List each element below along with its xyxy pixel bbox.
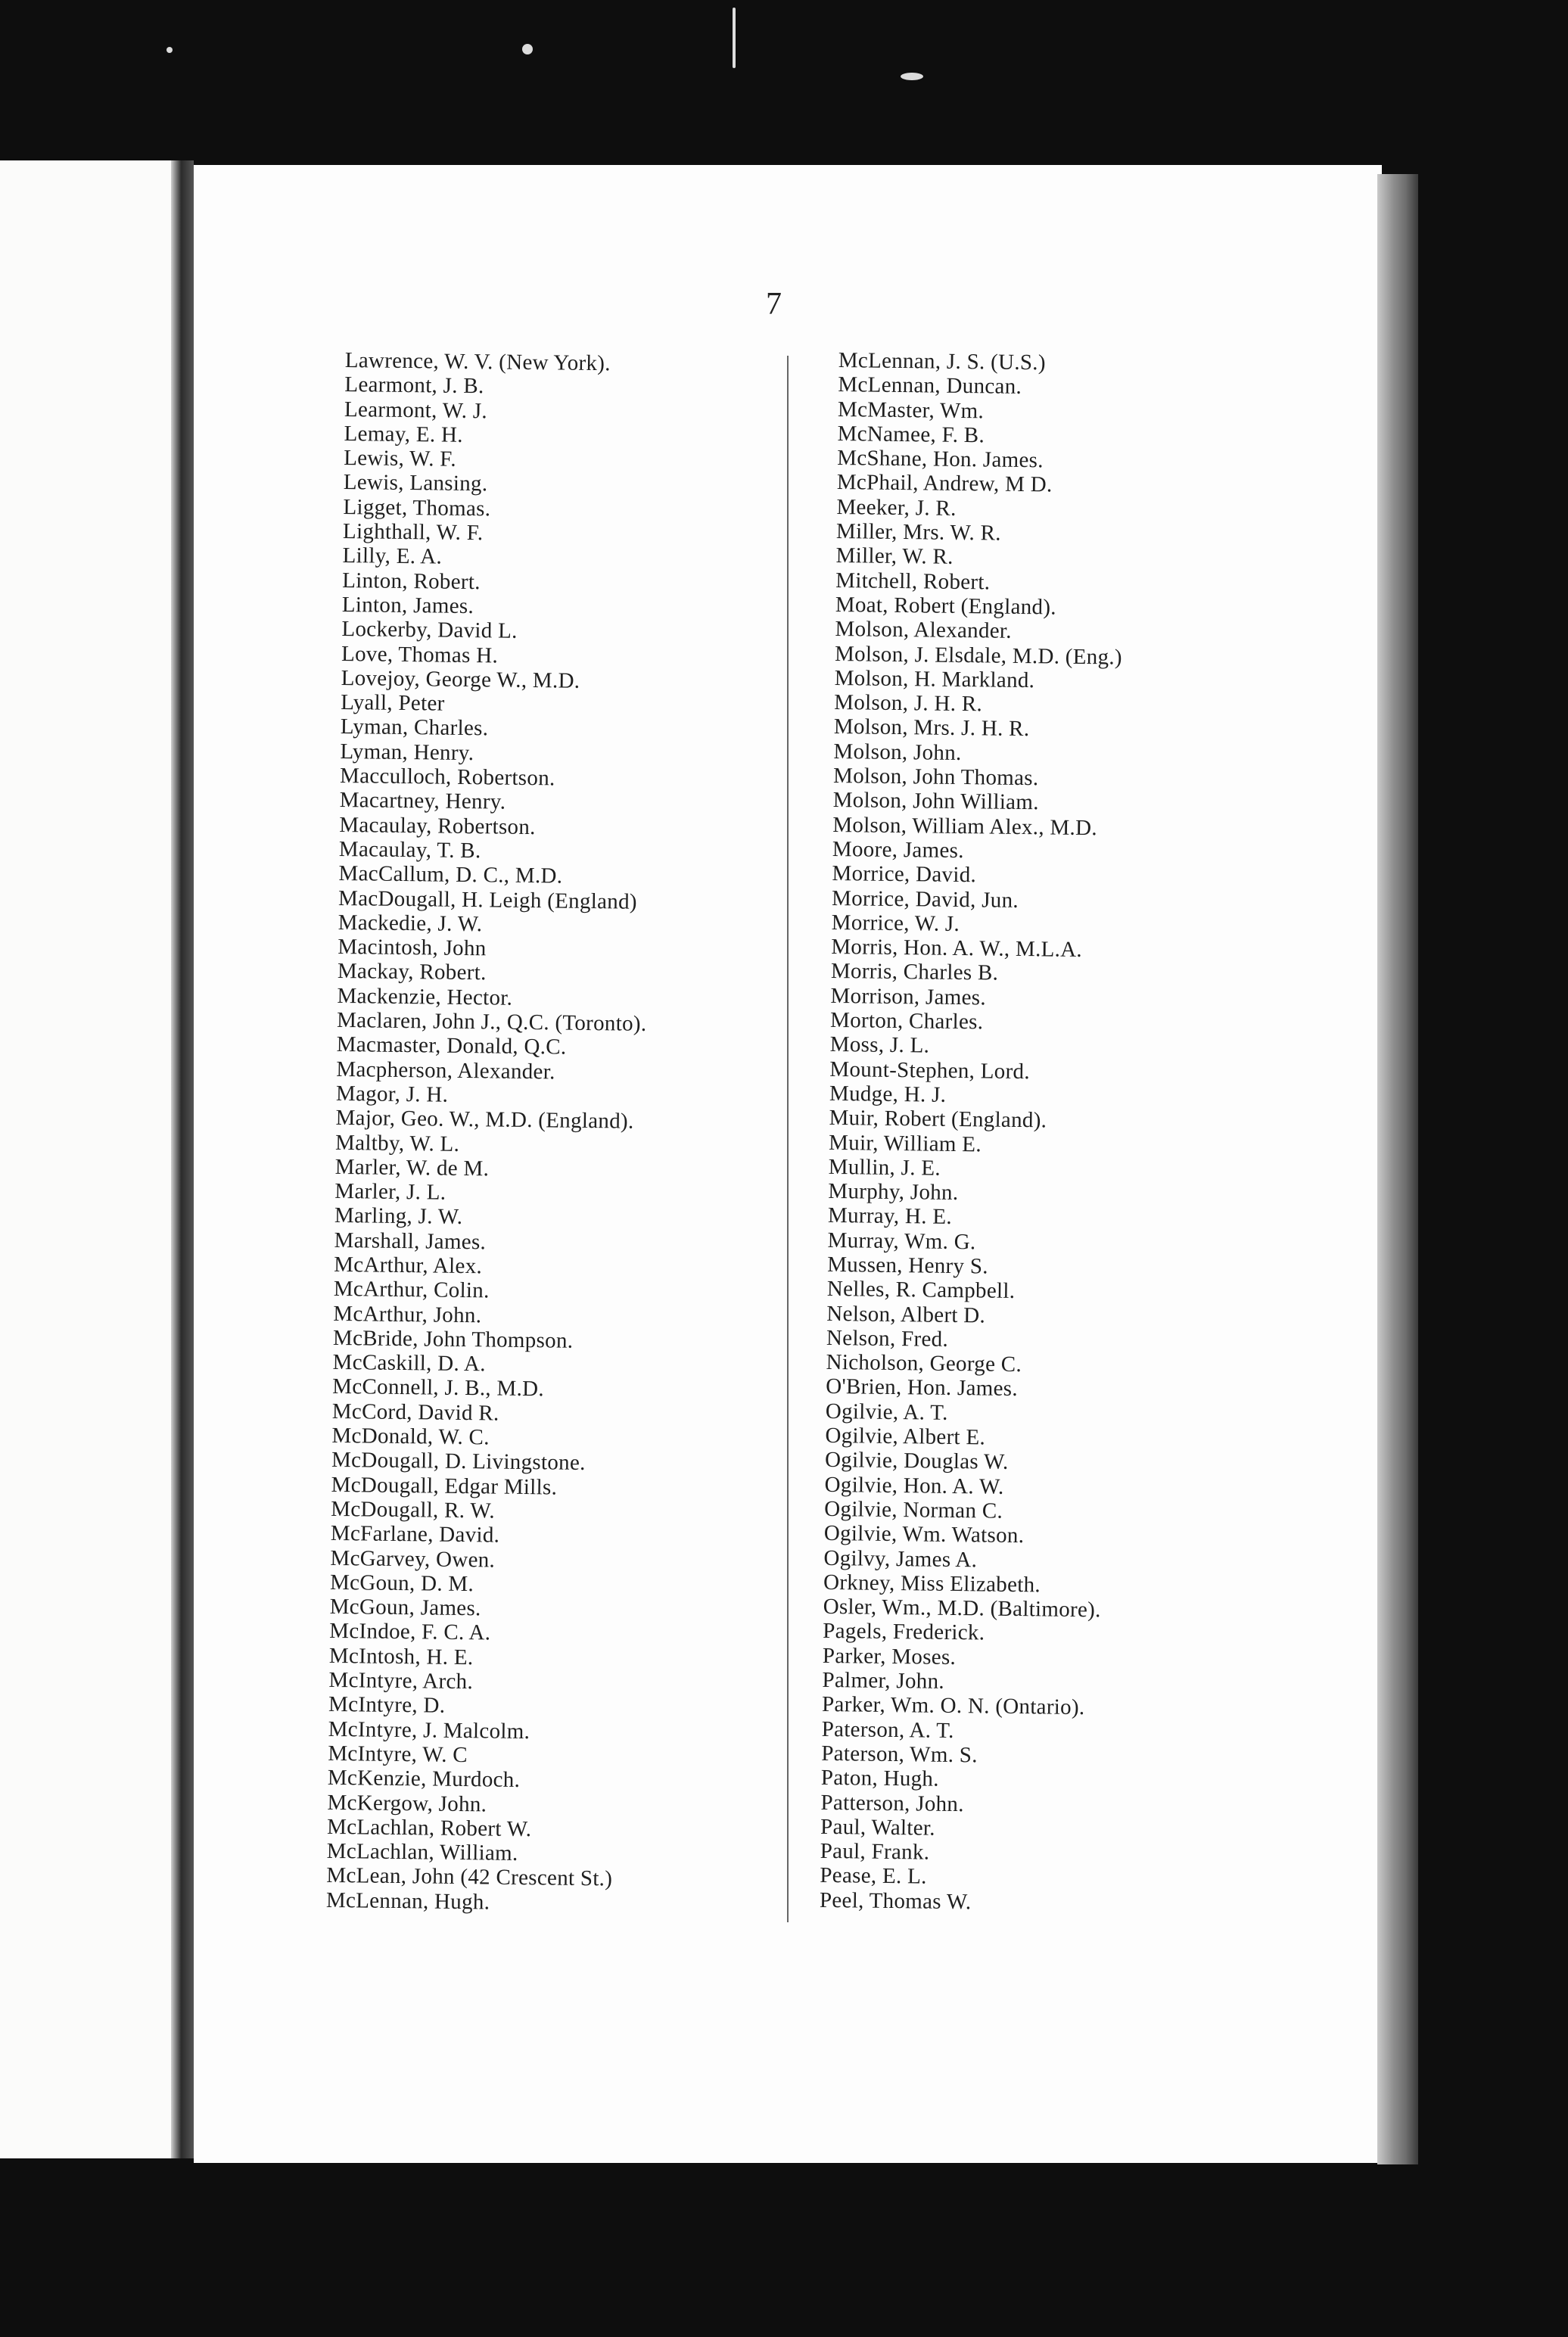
member-name: Paterson, Wm. S. [821,1741,978,1768]
member-name: McIntyre, D. [328,1692,446,1719]
member-name: MacDougall, H. Leigh (England) [338,885,638,914]
member-name: Moore, James. [832,836,964,864]
member-name: Pagels, Frederick. [823,1619,985,1645]
member-name: McLennan, J. S. (U.S.) [838,348,1046,375]
member-name: Patterson, John. [820,1790,964,1816]
member-name: Mitchell, Robert. [835,568,991,595]
member-name: McArthur, Colin. [333,1277,490,1303]
member-name: Lilly, E. A. [342,543,443,569]
member-name: McPhail, Andrew, M D. [836,470,1053,497]
member-name: Mackedie, J. W. [338,910,483,937]
dust-speck [901,73,923,80]
member-name: Parker, Wm. O. N. (Ontario). [821,1692,1085,1720]
member-name: Lyman, Henry. [340,739,474,765]
member-name: McLean, John (42 Crescent St.) [326,1863,613,1891]
member-name: Lyall, Peter [341,690,445,716]
member-name: McShane, Hon. James. [837,446,1044,473]
member-name: Morrice, W. J. [831,910,960,936]
member-name: Molson, Mrs. J. H. R. [833,714,1030,742]
member-name: Lewis, W. F. [344,446,457,471]
member-name: Muir, Robert (England). [829,1106,1047,1133]
member-name: McMaster, Wm. [837,397,985,423]
member-name: Molson, John Thomas. [832,764,1039,791]
member-name: McIntyre, W. C [328,1741,468,1768]
member-name: Morrison, James. [830,983,987,1010]
member-name: Macaulay, T. B. [338,836,481,864]
member-name: Learmont, W. J. [344,397,488,423]
member-name: O'Brien, Hon. James. [826,1374,1019,1402]
member-name: McCaskill, D. A. [332,1350,486,1377]
member-name: Lyman, Charles. [340,714,489,741]
member-name: McGarvey, Owen. [330,1545,496,1573]
member-name: Orkney, Miss Elizabeth. [823,1570,1041,1598]
member-name: Macmaster, Donald, Q.C. [336,1032,567,1060]
member-name: Muir, William E. [828,1130,982,1156]
member-name: Lovejoy, George W., M.D. [341,665,580,693]
member-name: McDougall, R. W. [331,1496,496,1523]
member-name: Morris, Charles B. [830,959,999,986]
member-name: McIndoe, F. C. A. [329,1619,491,1645]
member-name: Macpherson, Alexander. [336,1056,555,1084]
member-name: McDougall, Edgar Mills. [331,1472,558,1500]
names-column-left [326,348,655,1916]
member-name: Linton, Robert. [342,568,481,594]
member-name: Meeker, J. R. [836,494,957,521]
member-name: Murphy, John. [828,1179,959,1206]
column-divider [787,356,789,1922]
member-name: Nicholson, George C. [826,1350,1022,1377]
member-name: McDougall, D. Livingstone. [331,1448,586,1476]
dust-speck [166,47,173,53]
member-name: Nelson, Fred. [826,1325,949,1352]
member-name: Osler, Wm., M.D. (Baltimore). [823,1595,1101,1623]
member-name: Ogilvy, James A. [823,1545,978,1572]
page-edge [1377,174,1418,2164]
member-name: McLennan, Duncan. [838,372,1022,400]
member-name: Mackenzie, Hector. [337,983,513,1010]
member-name: Murray, Wm. G. [827,1228,976,1254]
member-name: Molson, William Alex., M.D. [832,812,1098,840]
member-name: McLennan, Hugh. [325,1887,490,1915]
hair-speck [733,8,736,68]
member-name: Mount-Stephen, Lord. [829,1056,1031,1084]
member-name: Ogilvie, Albert E. [825,1423,986,1450]
page-number: 7 [766,287,782,322]
member-name: Ogilvie, Hon. A. W. [824,1472,1004,1499]
member-name: McLachlan, William. [326,1838,518,1866]
member-name: McBride, John Thompson. [332,1325,574,1353]
member-name: McArthur, John. [333,1301,482,1327]
member-name: Nelles, R. Campbell. [826,1277,1016,1304]
member-name: McConnell, J. B., M.D. [332,1374,545,1402]
member-name: Mullin, J. E. [828,1154,941,1181]
member-name: MacCallum, D. C., M.D. [338,861,563,888]
member-name: Major, Geo. W., M.D. (England). [335,1106,634,1134]
member-name: Maltby, W. L. [334,1130,460,1156]
member-name: Paul, Walter. [820,1814,935,1841]
member-name: McNamee, F. B. [837,421,985,448]
member-name: McGoun, James. [329,1595,481,1621]
dust-speck [522,44,533,54]
member-name: Molson, J. H. R. [834,690,983,717]
member-name: Mackay, Robert. [337,959,487,985]
member-name: Macartney, Henry. [339,788,506,814]
member-name: Morton, Charles. [829,1007,984,1035]
member-name: Learmont, J. B. [344,372,484,399]
member-name: Molson, John. [833,739,962,765]
member-name: Ogilvie, Norman C. [824,1496,1003,1523]
member-name: Mussen, Henry S. [827,1252,989,1279]
member-name: Love, Thomas H. [341,641,499,668]
member-name: Morris, Hon. A. W., M.L.A. [831,935,1083,963]
member-name: Ogilvie, Douglas W. [824,1448,1009,1475]
member-name: Miller, Mrs. W. R. [835,519,1001,546]
member-name: Macaulay, Robertson. [339,812,536,839]
member-name: McKenzie, Murdoch. [327,1766,521,1793]
member-name: Macintosh, John [338,935,487,961]
member-name: Paterson, A. T. [821,1716,954,1743]
member-name: Ogilvie, Wm. Watson. [823,1521,1025,1548]
member-name: McFarlane, David. [330,1521,500,1548]
member-name: Molson, H. Markland. [834,665,1035,693]
member-name: Miller, W. R. [835,543,954,570]
member-name: Morrice, David. [832,861,977,888]
member-name: McLachlan, Robert W. [326,1814,532,1841]
member-name: Marshall, James. [334,1228,487,1255]
member-name: Lawrence, W. V. (New York). [344,348,611,376]
member-name: Macculloch, Robertson. [339,764,555,791]
member-name: Marler, W. de M. [334,1154,490,1181]
member-name: Lighthall, W. F. [342,519,484,546]
member-name: Pease, E. L. [820,1863,927,1889]
member-name: McIntosh, H. E. [328,1643,474,1670]
member-name: Lewis, Lansing. [343,470,488,496]
member-name: Marler, J. L. [334,1179,446,1205]
member-name: Murray, H. E. [827,1203,953,1230]
member-name: Mudge, H. J. [829,1081,947,1107]
member-name: McGoun, D. M. [329,1570,474,1597]
member-name: McDonald, W. C. [331,1423,490,1450]
member-name: McIntyre, J. Malcolm. [328,1716,530,1744]
member-name: Magor, J. H. [335,1081,449,1107]
member-name: Marling, J. W. [334,1203,463,1230]
facing-page [0,160,176,2158]
book-gutter [171,160,194,2158]
member-name: Molson, John William. [832,788,1039,815]
member-name: McKergow, John. [327,1790,487,1816]
member-name: Parker, Moses. [822,1643,957,1670]
names-column-right [820,348,1126,1915]
member-name: Ogilvie, A. T. [825,1399,948,1425]
member-name: Morrice, David, Jun. [831,885,1019,913]
member-name: McCord, David R. [331,1399,499,1426]
member-name: Moss, J. L. [829,1032,930,1058]
member-name: Linton, James. [341,592,474,619]
member-name: Moat, Robert (England). [835,592,1057,620]
member-name: Ligget, Thomas. [343,494,491,521]
member-name: Maclaren, John J., Q.C. (Toronto). [336,1007,647,1036]
member-name: Molson, Alexander. [835,617,1013,644]
member-name: McIntyre, Arch. [328,1667,474,1694]
member-name: Peel, Thomas W. [819,1887,972,1914]
member-name: Molson, J. Elsdale, M.D. (Eng.) [834,641,1123,670]
member-name: Lockerby, David L. [341,617,518,644]
member-name: Palmer, John. [822,1667,945,1694]
member-name: McArthur, Alex. [334,1252,483,1279]
member-name: Paton, Hugh. [820,1766,939,1791]
member-name: Paul, Frank. [820,1838,930,1865]
member-name: Lemay, E. H. [344,421,463,447]
member-name: Nelson, Albert D. [826,1301,986,1328]
